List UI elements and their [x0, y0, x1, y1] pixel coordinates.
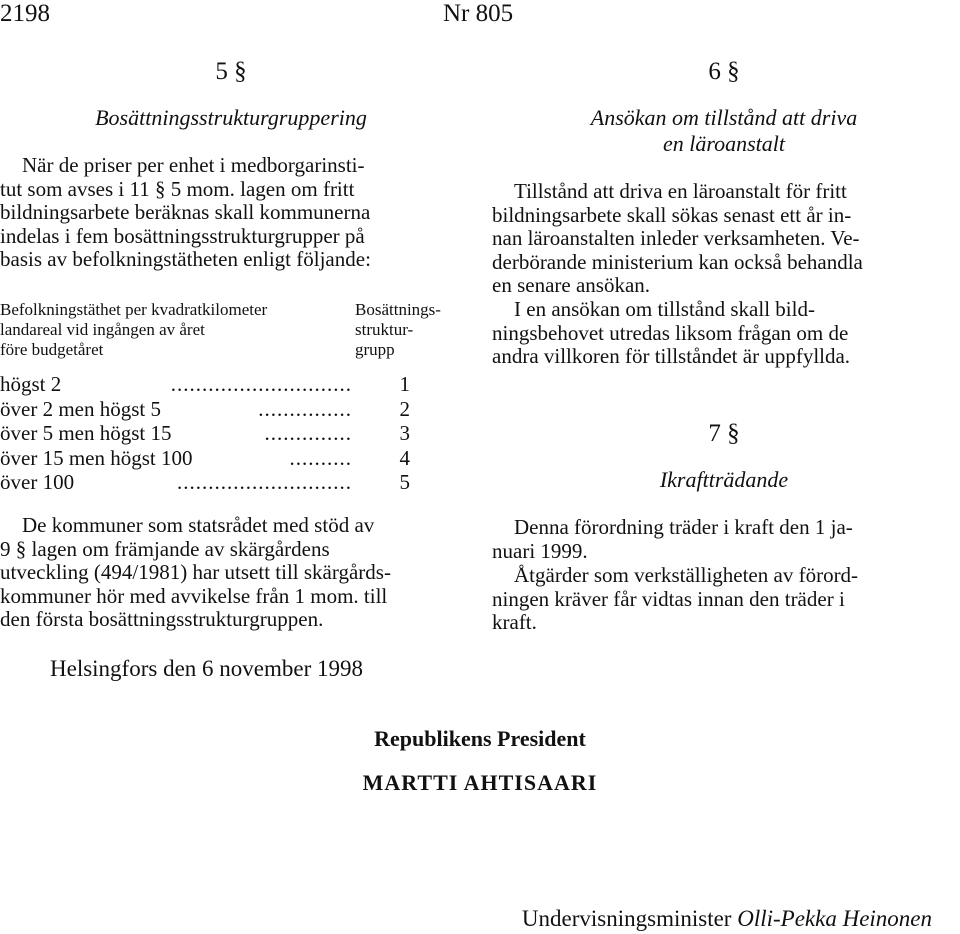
table-row	[0, 372, 410, 396]
text-line: I en ansökan om tillstånd skall bild-	[514, 297, 815, 321]
leader-dots: ...............	[258, 396, 352, 421]
row-label: över 15 men högst 100	[0, 445, 193, 470]
title-line: en läroanstalt	[662, 131, 786, 156]
place-and-date: Helsingfors den 6 november 1998	[50, 656, 363, 681]
section-5-closing	[0, 514, 462, 632]
text-line: Åtgärder som verkställigheten av förord-	[514, 563, 859, 587]
section-7-paragraph-2	[492, 564, 956, 635]
section-5-number: 5 §	[215, 58, 247, 85]
table-col2-header	[355, 300, 465, 360]
text-line: indelas i fem bosättningsstrukturgrupper på	[0, 223, 365, 248]
section-6-paragraph-1	[492, 180, 956, 298]
row-label: över 100	[0, 470, 75, 494]
text-line: den första bosättningsstrukturgruppen.	[0, 607, 324, 632]
leader-dots: ..............	[264, 421, 352, 445]
row-group: 2	[399, 396, 410, 421]
section-6-title	[492, 105, 956, 157]
text-line: bildningsarbete skall sökas senast ett år in-	[492, 202, 852, 227]
signatory-name: MARTTI AHTISAARI	[362, 770, 598, 795]
table-col1-header	[0, 300, 350, 360]
text-line: tut som avses i 11 § 5 mom. lagen om fritt	[0, 176, 355, 201]
text-line: andra villkoren för tillståndet är uppfyllda.	[492, 344, 851, 369]
text-line: bildningsarbete beräknas skall kommunerna	[0, 200, 371, 225]
leader-dots: ............................	[177, 470, 352, 494]
section-6-number: 6 §	[708, 58, 740, 85]
table-row	[0, 397, 410, 421]
title-line: Ansökan om tillstånd att driva	[590, 105, 858, 130]
text-line: ningen kräver får vidtas innan den träder i	[492, 586, 845, 611]
text-line: nuari 1999.	[492, 538, 588, 563]
row-label: högst 2	[0, 372, 62, 396]
leader-dots: ..........	[289, 445, 352, 470]
text-line: 9 § lagen om främjande av skärgårdens	[0, 536, 330, 561]
header-line: Bosättnings-	[355, 300, 441, 319]
text-line: När de priser per enhet i medborgarinsti-	[22, 153, 365, 177]
text-line: kommuner hör med avvikelse från 1 mom. till	[0, 583, 388, 608]
section-5-title: Bosättningsstrukturgruppering	[95, 105, 367, 130]
section-7-title: Ikraftträdande	[659, 467, 789, 492]
section-5-intro	[0, 154, 462, 272]
row-label: över 5 men högst 15	[0, 421, 172, 445]
text-line: nan läroanstalten inleder verksamheten. Ve-	[492, 226, 860, 251]
signatory-title: Republikens President	[374, 726, 586, 751]
minister-signature	[522, 906, 932, 932]
header-line: struktur-	[355, 320, 414, 339]
text-line: basis av befolkningstätheten enligt följande:	[0, 247, 371, 272]
section-6-paragraph-2	[492, 298, 956, 369]
text-line: derbörande ministerium kan också behandla	[492, 249, 863, 274]
page-number: 2198	[0, 0, 50, 27]
text-line: De kommuner som statsrådet med stöd av	[22, 513, 375, 537]
leader-dots: .............................	[170, 372, 352, 396]
table-row	[0, 421, 410, 445]
section-7-number: 7 §	[708, 420, 740, 447]
header-line: Befolkningstäthet per kvadratkilometer	[0, 300, 268, 319]
density-table	[0, 372, 420, 497]
text-line: ningsbehovet utredas liksom frågan om de	[492, 320, 849, 345]
header-line: landareal vid ingången av året	[0, 320, 205, 339]
issue-number: Nr 805	[443, 0, 514, 27]
minister-name: Olli-Pekka Heinonen	[737, 906, 932, 931]
text-line: Tillstånd att driva en läroanstalt för fritt	[514, 179, 847, 203]
table-row	[0, 470, 410, 494]
row-group: 1	[399, 372, 410, 396]
text-line: Denna förordning träder i kraft den 1 ja-	[514, 515, 853, 539]
row-label: över 2 men högst 5	[0, 396, 161, 421]
row-group: 4	[399, 445, 410, 470]
text-line: en senare ansökan.	[492, 273, 651, 298]
text-line: kraft.	[492, 610, 537, 635]
section-7-paragraph-1	[492, 516, 956, 563]
row-group: 5	[399, 470, 410, 494]
minister-title: Undervisningsminister	[521, 906, 732, 931]
table-row	[0, 446, 410, 470]
text-line: utveckling (494/1981) har utsett till skärgårds-	[0, 560, 391, 585]
header-line: grupp	[355, 340, 395, 359]
row-group: 3	[399, 421, 410, 445]
header-line: före budgetåret	[0, 340, 104, 359]
